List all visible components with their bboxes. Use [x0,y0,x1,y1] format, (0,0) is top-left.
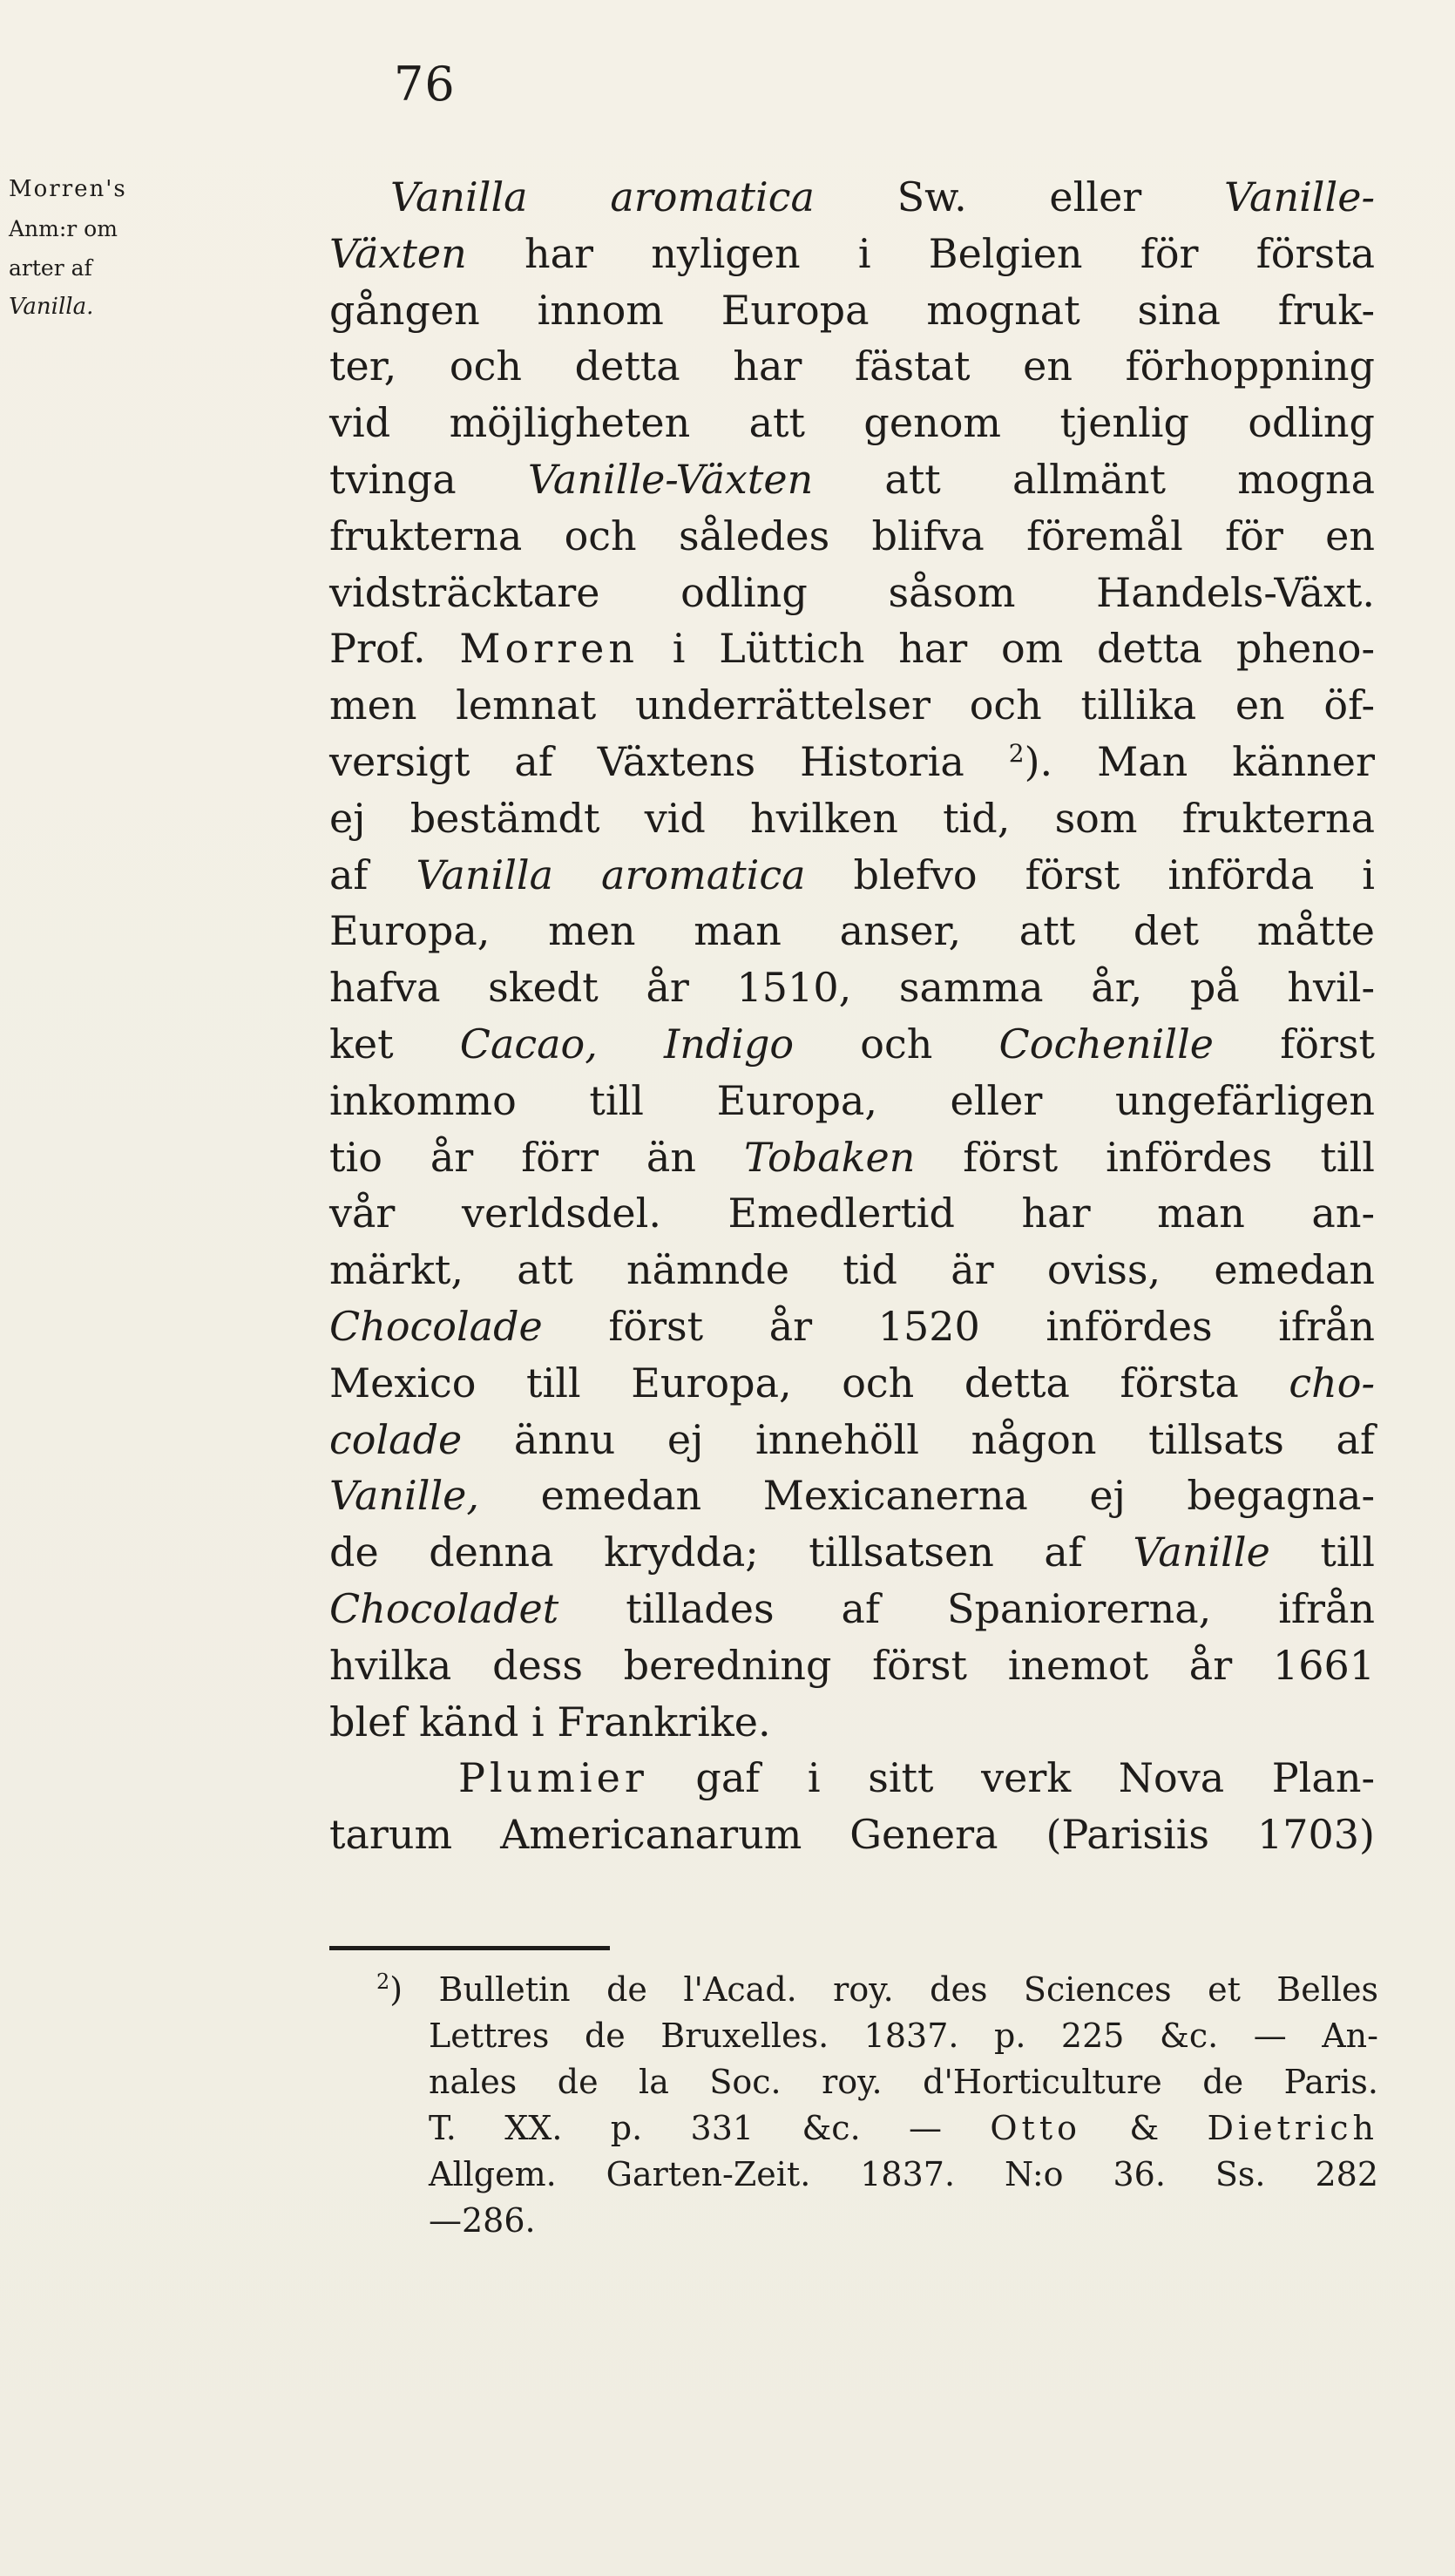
text-line: vidsträcktare odling såsom Handels-Växt. [329,568,1375,616]
text-line: hafva skedt år 1510, samma år, på hvil- [329,964,1375,1012]
text-line: inkommo till Europa, eller ungefärligen [329,1076,1375,1124]
text-line: Europa, men man anser, att det måtte [329,907,1375,955]
text-line: Vanilla aromatica Sw. eller Vanille- [390,173,1375,220]
footnote-line: $^2$) Bulletin de l'Acad. roy. des Sciences et Belles [376,1969,1378,2009]
text-line: Mexico till Europa, och detta första cho- [329,1359,1375,1407]
text-line: ej bestämdt vid hvilken tid, som frukterna [329,794,1375,842]
text-line: Chocoladet tillades af Spaniorerna, ifrån [329,1584,1375,1632]
margin-note-line: Morren's [9,176,127,202]
text-line: märkt, att nämnde tid är oviss, emedan [329,1246,1375,1294]
margin-note [9,170,209,327]
text-line: Vanille, emedan Mexicanerna ej begagna- [329,1472,1375,1520]
text-line: ket Cacao, Indigo och Cochenille först [329,1020,1376,1068]
text-line: hvilka dess beredning först inemot år 1661 [329,1641,1375,1689]
footnote-line: T. XX. p. 331 &c. — Otto & Dietrich [429,2109,1378,2147]
footnote-line: nales de la Soc. roy. d'Horticulture de Paris. [429,2063,1378,2101]
text-line: colade ännu ej innehöll någon tillsats af [329,1415,1375,1463]
margin-note-line: Vanilla. [9,294,94,320]
text-line: de denna krydda; tillsatsen af Vanille till [329,1529,1375,1576]
text-line: Plumier gaf i sitt verk Nova Plan- [458,1754,1375,1802]
text-line: versigt af Växtens Historia $^2$). Man känner [329,737,1375,785]
text-line: blef känd i Frankrike. [329,1698,771,1746]
footnote [376,1967,1378,2244]
text-line: Chocolade först år 1520 infördes ifrån [329,1302,1375,1350]
footnote-line: Allgem. Garten-Zeit. 1837. N:o 36. Ss. 282 [429,2155,1378,2193]
text-line: af Vanilla aromatica blefvo först införda i [329,851,1375,898]
text-line: tvinga Vanille-Växten att allmänt mogna [329,455,1376,503]
text-line: tio år förr än Tobaken först infördes till [329,1133,1375,1181]
text-line: vid möjligheten att genom tjenlig odling [329,399,1375,447]
text-line: men lemnat underrättelser och tillika en öf- [329,681,1375,729]
text-line: gången innom Europa mognat sina fruk- [329,286,1375,334]
text-line: vår verldsdel. Emedlertid har man an- [329,1190,1375,1237]
footnote-divider [329,1946,610,1950]
footnote-marker: 2 [376,1969,390,1994]
text-line: tarum Americanarum Genera (Parisiis 1703) [329,1811,1375,1859]
footnote-reference: 2 [1008,738,1025,768]
text-line: Prof. Morren i Lüttich har om detta pheno- [329,625,1376,673]
margin-note-line: arter af [9,255,92,281]
text-line: ter, och detta har fästat en förhoppning [329,342,1375,390]
margin-note-line: Anm:r om [9,216,118,241]
main-text [329,169,1375,1863]
text-line: frukterna och således blifva föremål för en [329,512,1375,559]
page-number: 76 [394,57,456,112]
footnote-line: —286. [429,2201,536,2240]
footnote-line: Lettres de Bruxelles. 1837. p. 225 &c. — An- [429,2017,1378,2055]
text-line: Växten har nyligen i Belgien för första [329,229,1375,277]
